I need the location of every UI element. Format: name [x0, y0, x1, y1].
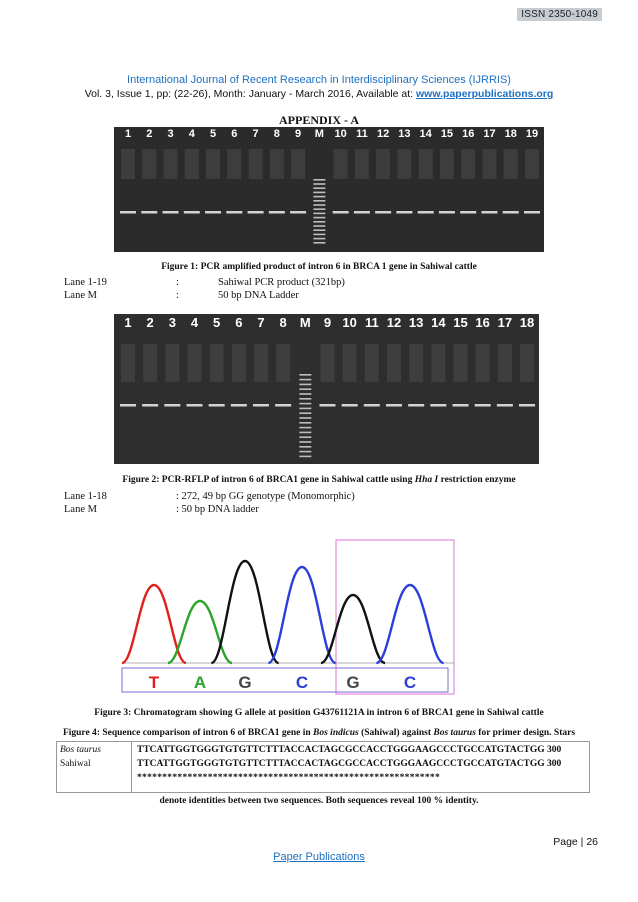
well-smear: [232, 344, 246, 382]
dna-band: [386, 404, 402, 407]
well-smear: [504, 149, 518, 179]
dna-band: [354, 211, 370, 214]
dna-band: [184, 211, 200, 214]
lane-label: 10: [334, 128, 347, 140]
dna-band: [253, 404, 269, 407]
well-smear: [142, 149, 156, 179]
well-smear: [520, 344, 534, 382]
well-smear: [397, 149, 411, 179]
ladder-band: [299, 417, 311, 419]
volume-line: [0, 88, 638, 100]
ladder-band: [299, 456, 311, 458]
well-smear: [440, 149, 454, 179]
lane-label: 13: [398, 128, 411, 140]
dna-band: [503, 211, 519, 214]
well-smear: [376, 149, 390, 179]
well-smear: [165, 344, 179, 382]
well-smear: [121, 344, 135, 382]
well-smear: [249, 149, 263, 179]
lane-label: 4: [190, 315, 199, 330]
legend-lane: Lane M: [64, 290, 97, 301]
lane-label: 9: [323, 315, 332, 330]
journal-url-link[interactable]: www.paperpublications.org: [416, 88, 554, 100]
chromatogram-peaks: [122, 561, 444, 663]
lane-label: M: [299, 315, 311, 330]
well-smear: [409, 344, 423, 382]
dna-band: [481, 211, 497, 214]
lane-label: 1: [124, 128, 132, 140]
figure4-caption: [0, 728, 638, 738]
dna-band: [209, 404, 225, 407]
base-calls: [149, 673, 416, 692]
dna-band: [342, 404, 358, 407]
well-smear: [188, 344, 202, 382]
legend-desc: : 272, 49 bp GG genotype (Monomorphic): [176, 491, 355, 502]
ladder-band: [313, 204, 325, 206]
well-smear: [343, 344, 357, 382]
lane-label: 11: [364, 315, 379, 330]
lane-label: 12: [377, 128, 390, 140]
dna-band: [205, 211, 221, 214]
figure4-caption-text-mid: (Sahiwal) against: [358, 728, 434, 738]
base-call-a: A: [193, 673, 207, 692]
peak-g: [321, 595, 385, 663]
well-smear: [291, 149, 305, 179]
ladder-band: [299, 422, 311, 424]
ladder-band: [299, 393, 311, 395]
lane-label: 16: [462, 128, 475, 140]
well-smear: [206, 149, 220, 179]
ladder-band: [299, 427, 311, 429]
lane-label: 8: [273, 128, 280, 140]
ladder-band: [299, 436, 311, 438]
lane-label: 11: [356, 128, 368, 140]
well-smear: [476, 344, 490, 382]
sequence-alignment-table: [56, 741, 590, 793]
well-smear: [143, 344, 157, 382]
lane-label: 3: [167, 128, 174, 140]
ladder-band: [299, 379, 311, 381]
well-smear: [121, 149, 135, 179]
lane-label: 15: [453, 315, 468, 330]
ladder-band: [299, 446, 311, 448]
seq-bos-taurus: TTCATTGGTGGGTGTGTTCTTTACCACTAGCGCCACCTGGGAAGCCCTGCCATGTACTGG 300: [137, 745, 562, 755]
dna-band: [320, 404, 336, 407]
well-smear: [431, 344, 445, 382]
gel-image-figure1: [114, 127, 544, 252]
base-call-c: C: [295, 673, 309, 692]
ladder-band: [313, 187, 325, 189]
issn-badge: ISSN 2350-1049: [517, 8, 602, 21]
lane-label: 17: [483, 128, 496, 140]
lane-label: 5: [213, 315, 221, 330]
base-call-box: [122, 668, 448, 692]
dna-band: [439, 211, 455, 214]
dna-band: [364, 404, 380, 407]
figure4-caption-text-end: for primer design. Stars: [475, 728, 576, 738]
lane-label: 8: [279, 315, 287, 330]
base-call-c: C: [403, 673, 417, 692]
legend-lane: Lane M: [64, 504, 97, 515]
ladder-band: [313, 192, 325, 194]
ladder-band: [299, 441, 311, 443]
lane-label: 6: [231, 128, 238, 140]
lane-label: 19: [525, 128, 539, 140]
figure2-caption: [0, 475, 638, 485]
figure4-caption-continued: denote identities between two sequences. Both sequences reveal 100 % identity.: [159, 796, 479, 806]
lane-label: 13: [408, 315, 424, 330]
legend-desc: : 50 bp DNA ladder: [176, 504, 259, 515]
dna-band: [519, 404, 535, 407]
lane-label: M: [314, 128, 324, 140]
well-smear: [164, 149, 178, 179]
ladder-band: [313, 217, 325, 219]
legend-lane: Lane 1-18: [64, 491, 107, 502]
ladder-band: [313, 234, 325, 236]
ladder-band: [313, 242, 325, 244]
ladder-band: [313, 196, 325, 198]
enzyme-name: Hha I: [414, 475, 439, 485]
seq-name-bos-taurus: Bos taurus: [60, 745, 101, 755]
ladder-band: [299, 412, 311, 414]
base-call-g: G: [346, 673, 360, 692]
well-smear: [227, 149, 241, 179]
identity-stars: ************************************************************: [137, 773, 440, 783]
ladder-band: [299, 403, 311, 405]
dna-band: [497, 404, 513, 407]
well-smear: [270, 149, 284, 179]
seq-sahiwal: TTCATTGGTGGGTGTGTTCTTTACCACTAGCGCCACCTGGGAAGCCCTGCCATGTACTGG 300: [137, 759, 562, 769]
figure2-caption-text-end: restriction enzyme: [438, 475, 516, 485]
ladder-band: [313, 238, 325, 240]
ladder-band: [299, 408, 311, 410]
lane-label: 14: [431, 315, 446, 330]
dna-band: [453, 404, 469, 407]
ladder-band: [299, 432, 311, 434]
base-call-g: G: [238, 673, 252, 692]
dna-band: [408, 404, 424, 407]
lane-label: 15: [440, 128, 454, 140]
dna-band: [231, 404, 247, 407]
gel2-bands: [114, 314, 539, 464]
gel1-bands: [114, 127, 544, 252]
lane-label: 14: [419, 128, 432, 140]
lane-label: 10: [342, 315, 357, 330]
ladder-band: [299, 398, 311, 400]
volume-info: Vol. 3, Issue 1, pp: (22-26), Month: January - March 2016, Available at:: [84, 88, 417, 100]
legend-desc: Sahiwal PCR product (321bp): [218, 277, 345, 288]
dna-band: [163, 211, 179, 214]
dna-band: [475, 404, 491, 407]
well-smear: [185, 149, 199, 179]
well-smear: [498, 344, 512, 382]
dna-band: [187, 404, 203, 407]
table-divider: [131, 742, 132, 792]
lane-label: 1: [124, 315, 132, 330]
well-smear: [276, 344, 290, 382]
well-smear: [387, 344, 401, 382]
dna-band: [375, 211, 391, 214]
dna-band: [460, 211, 476, 214]
legend-sep: :: [176, 277, 179, 288]
publisher-link[interactable]: Paper Publications: [273, 851, 365, 863]
gel-image-figure2: [114, 314, 539, 464]
figure4-caption-text: Figure 4: Sequence comparison of intron 6 of BRCA1 gene in: [62, 728, 314, 738]
lane-label: 7: [257, 315, 265, 330]
ladder-band: [313, 208, 325, 210]
ladder-band: [299, 451, 311, 453]
legend-sep: :: [176, 290, 179, 301]
legend-lane: Lane 1-19: [64, 277, 107, 288]
dna-band: [430, 404, 446, 407]
well-smear: [334, 149, 348, 179]
lane-label: 18: [504, 128, 517, 140]
ladder-band: [313, 200, 325, 202]
dna-band: [396, 211, 412, 214]
seq-name-sahiwal: Sahiwal: [60, 759, 91, 769]
peak-c: [376, 585, 443, 663]
ladder-band: [313, 221, 325, 223]
well-smear: [355, 149, 369, 179]
dna-band: [141, 211, 157, 214]
dna-band: [524, 211, 540, 214]
lane-label: 16: [475, 315, 490, 330]
well-smear: [419, 149, 433, 179]
ladder-band: [313, 213, 325, 215]
well-smear: [254, 344, 268, 382]
chromatogram: [110, 535, 460, 700]
dna-band: [248, 211, 264, 214]
appendix-title: APPENDIX - A: [279, 113, 359, 127]
well-smear: [210, 344, 224, 382]
dna-band: [120, 211, 136, 214]
peak-c: [268, 567, 335, 663]
well-smear: [525, 149, 539, 179]
dna-band: [164, 404, 180, 407]
ladder-band: [299, 388, 311, 390]
ladder-band: [299, 374, 311, 376]
lane-label: 18: [519, 315, 535, 330]
dna-band: [275, 404, 291, 407]
well-smear: [482, 149, 496, 179]
legend-desc: 50 bp DNA Ladder: [218, 290, 299, 301]
well-smear: [365, 344, 379, 382]
ladder-band: [313, 179, 325, 181]
species-indicus: Bos indicus: [313, 728, 359, 738]
lane-label: 5: [209, 128, 217, 140]
page-number: Page | 26: [553, 836, 598, 848]
lane-label: 3: [168, 315, 176, 330]
ladder-band: [313, 225, 325, 227]
dna-band: [418, 211, 434, 214]
ladder-band: [299, 384, 311, 386]
well-smear: [461, 149, 475, 179]
base-call-t: T: [148, 673, 160, 692]
species-taurus: Bos taurus: [433, 728, 476, 738]
lane-label: 2: [146, 315, 154, 330]
journal-title: International Journal of Recent Research in Interdisciplinary Sciences (IJRRIS): [127, 74, 511, 86]
lane-label: 7: [252, 128, 259, 140]
lane-label: 12: [386, 315, 402, 330]
dna-band: [120, 404, 136, 407]
well-smear: [321, 344, 335, 382]
dna-band: [142, 404, 158, 407]
lane-label: 9: [295, 128, 302, 140]
lane-label: 4: [188, 128, 195, 140]
lane-label: 6: [235, 315, 243, 330]
ladder-band: [313, 229, 325, 231]
dna-band: [290, 211, 306, 214]
dna-band: [226, 211, 242, 214]
well-smear: [454, 344, 468, 382]
lane-label: 17: [497, 315, 513, 330]
dna-band: [333, 211, 349, 214]
figure2-caption-text: Figure 2: PCR-RFLP of intron 6 of BRCA1 gene in Sahiwal cattle using: [122, 475, 415, 485]
figure3-caption: Figure 3: Chromatogram showing G allele at position G43761121A in intron 6 of BRCA1 gene in Sahiwal cattle: [94, 708, 544, 718]
figure1-caption: Figure 1: PCR amplified product of intron 6 in BRCA 1 gene in Sahiwal cattle: [161, 262, 477, 272]
dna-band: [269, 211, 285, 214]
ladder-band: [313, 183, 325, 185]
lane-label: 2: [146, 128, 153, 140]
